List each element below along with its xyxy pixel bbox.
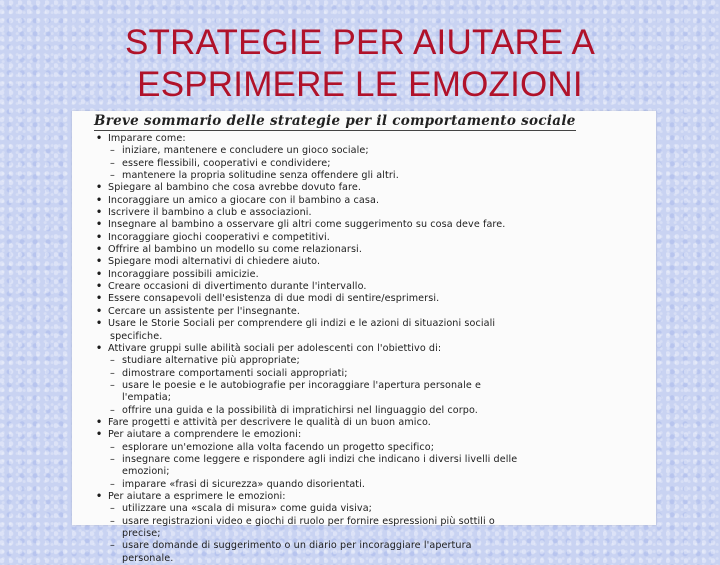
continuation-line: emozioni;: [122, 466, 170, 478]
bullet-item: • Creare occasioni di divertimento durante l'intervallo.: [98, 281, 648, 293]
dash-item: – offrire una guida e la possibilità di impratichirsi nel linguaggio del corpo.: [98, 405, 648, 417]
bullet-item: • Per aiutare a esprimere le emozioni:: [98, 491, 648, 503]
bullet-item: • Incoraggiare possibili amicizie.: [98, 269, 648, 281]
document-heading: Breve sommario delle strategie per il comportamento sociale: [94, 113, 576, 129]
dash-item: – usare registrazioni video e giochi di ruolo per fornire espressioni più sottili o: [98, 516, 648, 528]
dash-item: – iniziare, mantenere e concludere un gioco sociale;: [98, 145, 648, 157]
bullet-item: • Incoraggiare un amico a giocare con il bambino a casa.: [98, 195, 648, 207]
continuation-line: l'empatia;: [122, 392, 172, 404]
dash-item: – essere flessibili, cooperativi e condividere;: [98, 158, 648, 170]
slide-title: [0, 22, 720, 106]
bullet-item: • Incoraggiare giochi cooperativi e competitivi.: [98, 232, 648, 244]
bullet-item: • Cercare un assistente per l'insegnante.: [98, 306, 648, 318]
continuation-line: specifiche.: [110, 330, 163, 342]
dash-item: – insegnare come leggere e rispondere agli indizi che indicano i diversi livelli delle: [98, 454, 648, 466]
bullet-item: • Spiegare modi alternativi di chiedere aiuto.: [98, 256, 648, 268]
bullet-item: • Offrire al bambino un modello su come relazionarsi.: [98, 244, 648, 256]
bullet-item: • Iscrivere il bambino a club e associazioni.: [98, 207, 648, 219]
dash-item: – studiare alternative più appropriate;: [98, 355, 648, 367]
dash-item: – usare domande di suggerimento o un diario per incoraggiare l'apertura: [98, 540, 648, 552]
dash-item: – esplorare un'emozione alla volta facendo un progetto specifico;: [98, 442, 648, 454]
bullet-item: • Attivare gruppi sulle abilità sociali per adolescenti con l'obiettivo di:: [98, 343, 648, 355]
bullet-item: • Per aiutare a comprendere le emozioni:: [98, 429, 648, 441]
dash-item: – utilizzare una «scala di misura» come guida visiva;: [98, 503, 648, 515]
bullet-item: • Imparare come:: [98, 133, 648, 145]
bullet-item: • Spiegare al bambino che cosa avrebbe dovuto fare.: [98, 182, 648, 194]
document-lines: [98, 133, 648, 565]
scanned-document: [72, 111, 656, 564]
bullet-item: • Fare progetti e attività per descrivere le qualità di un buon amico.: [98, 417, 648, 429]
slide-title-line-2: ESPRIMERE LE EMOZIONI: [137, 65, 583, 104]
bullet-item: • Essere consapevoli dell'esistenza di due modi di sentire/esprimersi.: [98, 293, 648, 305]
dash-item: – imparare «frasi di sicurezza» quando disorientati.: [98, 479, 648, 491]
continuation-line: precise;: [122, 528, 161, 539]
dash-item: – usare le poesie e le autobiografie per incoraggiare l'apertura personale e: [98, 380, 648, 392]
continuation-line: personale.: [122, 552, 174, 564]
dash-item: – mantenere la propria solitudine senza offendere gli altri.: [98, 170, 648, 182]
bullet-item: • Insegnare al bambino a osservare gli altri come suggerimento su cosa deve fare.: [98, 219, 648, 231]
bullet-item: • Usare le Storie Sociali per comprendere gli indizi e le azioni di situazioni sociali: [98, 318, 648, 330]
dash-item: – dimostrare comportamenti sociali appropriati;: [98, 368, 648, 380]
slide-title-line-1: STRATEGIE PER AIUTARE A: [124, 23, 596, 62]
